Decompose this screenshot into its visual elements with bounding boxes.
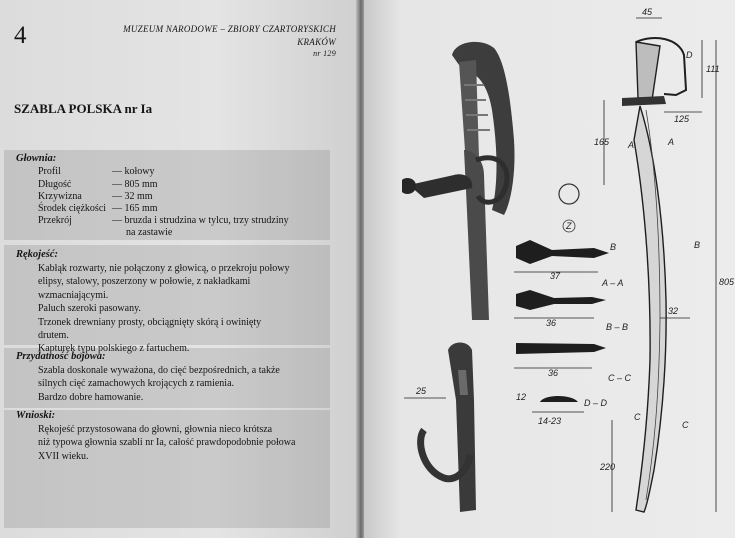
text-line: XVII wieku. <box>38 450 89 462</box>
header-museum: MUZEUM NARODOWE – ZBIORY CZARTORYSKICH <box>123 24 336 34</box>
rekojesc-text <box>38 262 306 356</box>
section-heading-rekojesc: Rękojeść: <box>16 249 58 260</box>
spec-label: Krzywizna <box>38 191 82 202</box>
dim-total-length: 805 <box>719 277 735 287</box>
dim-guard-height: 111 <box>706 64 720 74</box>
spec-value: — 165 mm <box>112 203 158 214</box>
dim-section-aa: 37 <box>550 271 561 281</box>
dim-section-dd-width: 14-23 <box>538 416 562 426</box>
text-line: Kapturek typu polskiego z fartuchem. <box>38 343 190 355</box>
header-catalog-number: nr 129 <box>313 49 336 58</box>
spec-value: — 32 mm <box>112 191 153 202</box>
hilt-photo <box>402 42 515 320</box>
label-section-aa: A – A <box>602 278 624 288</box>
spec-label: Przekrój <box>38 215 72 226</box>
text-line: drutem. <box>38 330 69 342</box>
label-a-left: A <box>628 140 635 150</box>
dim-section-cc: 36 <box>548 368 559 378</box>
text-line: silnych cięć zamachowych krojących z ramienia. <box>38 378 235 390</box>
spec-value: na zastawie <box>126 227 173 238</box>
label-c-right: C <box>682 420 689 430</box>
dim-top-width: 45 <box>642 7 653 17</box>
sabre-technical-drawing <box>364 0 735 538</box>
text-line: niż typowa głownia szabli nr Ia, całość prawdopodobnie połowa <box>38 437 296 449</box>
text-line: Bardzo dobre hamowanie. <box>38 391 144 403</box>
dim-curve: 32 <box>668 306 679 316</box>
dim-section-dd-height: 12 <box>516 392 527 402</box>
label-section-cc: C – C <box>608 373 632 383</box>
dim-tip-length: 220 <box>600 462 616 472</box>
text-line: Trzonek drewniany prosty, obciągnięty skórą i owinięty <box>38 316 262 328</box>
text-line: wzmacniającymi. <box>38 289 109 301</box>
dim-section-bb: 36 <box>546 318 557 328</box>
marker-z: Z <box>566 221 572 231</box>
label-b-right: B <box>694 240 701 250</box>
section-drawings <box>514 184 632 426</box>
label-c-left: C <box>634 412 641 422</box>
przydatnosc-text <box>38 364 306 404</box>
spec-value: — bruzda i strudzina w tylcu, trzy strudziny <box>112 215 289 226</box>
label-b-left: B <box>610 242 617 252</box>
label-section-bb: B – B <box>606 322 629 332</box>
label-section-dd: D – D <box>584 398 608 408</box>
spec-label: Długość <box>38 179 72 190</box>
text-line: Kabłąk rozwarty, nie połączony z głowicą, o przekroju połowy <box>38 263 290 274</box>
label-d: D <box>686 50 693 60</box>
hilt-photo-front <box>421 343 476 513</box>
section-heading-wnioski: Wnioski: <box>16 410 56 421</box>
spec-label: Środek ciężkości <box>38 203 107 214</box>
wnioski-text <box>38 423 306 463</box>
right-page <box>364 0 735 538</box>
section-heading-przydatnosc: Przydatność bojowa: <box>16 351 106 362</box>
page-number: 4 <box>14 22 27 49</box>
header-city: KRAKÓW <box>297 37 336 47</box>
spec-value: — 805 mm <box>112 179 158 190</box>
sabre-outline <box>622 38 686 512</box>
text-line: Szabla doskonale wyważona, do cięć bezpośrednich, a także <box>38 365 280 376</box>
text-line: Rękojeść przystosowana do głowni, głownia nieco krótsza <box>38 424 273 435</box>
dim-grip-width: 25 <box>416 386 427 396</box>
page-title: SZABLA POLSKA nr Ia <box>14 101 153 116</box>
spec-value: — kołowy <box>112 166 155 177</box>
dim-balance: 165 <box>594 137 610 147</box>
left-page <box>0 0 362 538</box>
spec-label: Profil <box>38 166 61 177</box>
text-line: elipsy, stalowy, poszerzony w połowie, z nakładkami <box>38 276 251 288</box>
dim-guard-width: 125 <box>674 114 690 124</box>
label-a-right: A <box>668 137 675 147</box>
text-line: Paluch szeroki pasowany. <box>38 303 141 315</box>
section-heading-glownia: Głownia: <box>16 153 57 164</box>
